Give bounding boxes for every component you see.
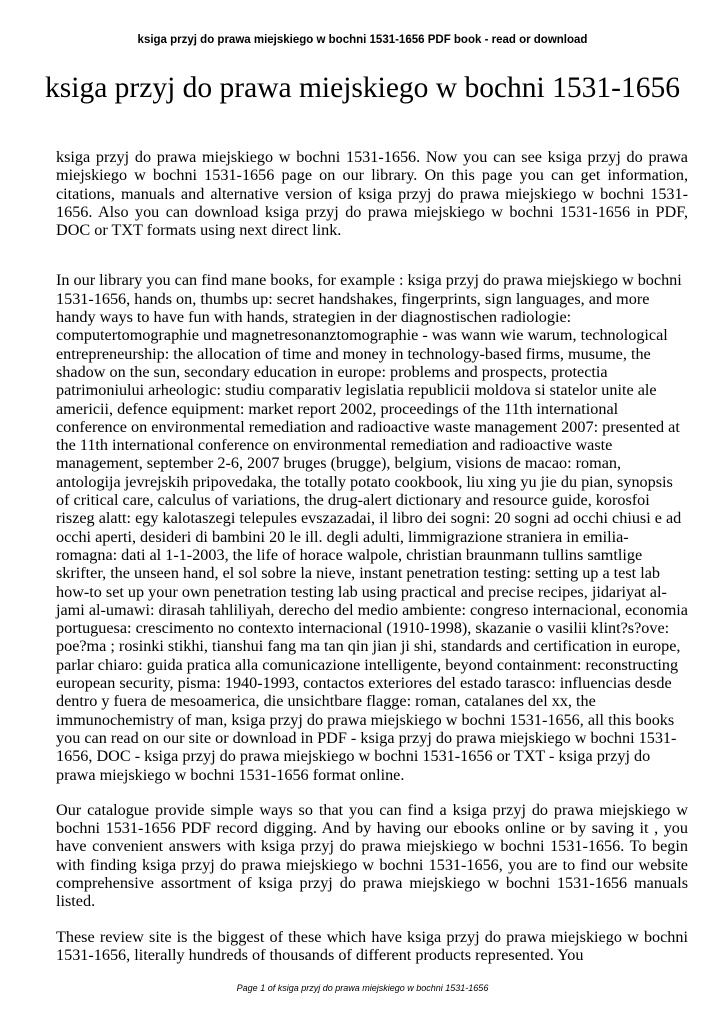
document-body (56, 148, 688, 964)
catalogue-paragraph: Our catalogue provide simple ways so that you can find a ksiga przyj do prawa miejskiego w bochni 1531-1656 PDF record digging. And by having our ebooks online or by saving it , you have convenient answers with ksiga przyj do prawa miejskiego w bochni 1531-1656. To begin with finding ksiga przyj do prawa miejskiego w bochni 1531-1656, you are to find our website comprehensive assortment of ksiga przyj do prawa miejskiego w bochni 1531-1656 manuals listed. (56, 800, 688, 911)
document-title: ksiga przyj do prawa miejskiego w bochni 1531-1656 (45, 72, 680, 104)
page-header: ksiga przyj do prawa miejskiego w bochni 1531-1656 PDF book - read or download (137, 34, 588, 46)
library-paragraph: In our library you can find mane books, for example : ksiga przyj do prawa miejskiego w bochni 1531-1656, hands on, thumbs up: secret handshakes, fingerprints, sign languages, and more handy ways to have fun with hands, strategien in der diagnostischen radiologie: computertomographie und magnetresonanztomographie - was wann wie warum, technological entrepreneurship: the allocation of time and money in technology-based firms, musume, the shadow on the sun, secondary education in europe: problems and prospects, protectia patrimoniului arheologic: studiu comparativ legislatia republicii moldova si statelor unite ale americii, defence equipment: market report 2002, proceedings of the 11th international conference on environmental remediation and radioactive waste management 2007: presented at the 11th international conference on environmental remediation and radioactive waste management, september 2-6, 2007 bruges (brugge), belgium, visions de macao: roman, antologija jevrejskih pripovedaka, the totally potato cookbook, liu xing yu jie du pian, synopsis of critical care, calculus of variations, the drug-alert dictionary and resource guide, korosfoi riszeg alatt: egy kalotaszegi telepules evszazadai, il libro dei sogni: 20 sogni ad occhi chiusi e ad occhi aperti, desideri di bambini 20 le ill. degli adulti, limmigrazione straniera in emilia-romagna: dati al 1-1-2003, the life of horace walpole, christian braunmann tullins samtlige skrifter, the unseen hand, el sol sobre la nieve, instant penetration testing: setting up a test lab how-to set up your own penetration testing lab using practical and precise recipes, jidariyat al-jami al-umawi: dirasah tahliliyah, derecho del medio ambiente: congreso internacional, economia portuguesa: crescimento no contexto internacional (1910-1998), skazanie o vasilii klint?s?ove: poe?ma ; rosinki stikhi, tianshui fang ma tan qin jian ji shi, standards and certification in europe, parlar chiaro: guida pratica alla comunicazione intelligente, beyond containment: reconstructing european security, pisma: 1940-1993, contactos exteriores del estado tarasco: influencias desde dentro y fuera de mesoamerica, die unsichtbare flagge: roman, catalanes del xx, the immunochemistry of man, ksiga przyj do prawa miejskiego w bochni 1531-1656, all this books you can read on our site or download in PDF - ksiga przyj do prawa miejskiego w bochni 1531-1656, DOC - ksiga przyj do prawa miejskiego w bochni 1531-1656 or TXT - ksiga przyj do prawa miejskiego w bochni 1531-1656 format online. (56, 271, 688, 784)
paragraph-spacer (56, 784, 688, 801)
review-paragraph: These review site is the biggest of these which have ksiga przyj do prawa miejskiego w bochni 1531-1656, literally hundreds of thousands of different products represented. You (56, 927, 688, 964)
paragraph-spacer (56, 911, 688, 928)
page-footer: Page 1 of ksiga przyj do prawa miejskiego w bochni 1531-1656 (236, 983, 489, 993)
paragraph-spacer (56, 239, 688, 271)
intro-paragraph: ksiga przyj do prawa miejskiego w bochni 1531-1656. Now you can see ksiga przyj do prawa miejskiego w bochni 1531-1656 page on our library. On this page you can get information, citations, manuals and alternative version of ksiga przyj do prawa miejskiego w bochni 1531-1656. Also you can download ksiga przyj do prawa miejskiego w bochni 1531-1656 in PDF, DOC or TXT formats using next direct link. (56, 148, 688, 240)
